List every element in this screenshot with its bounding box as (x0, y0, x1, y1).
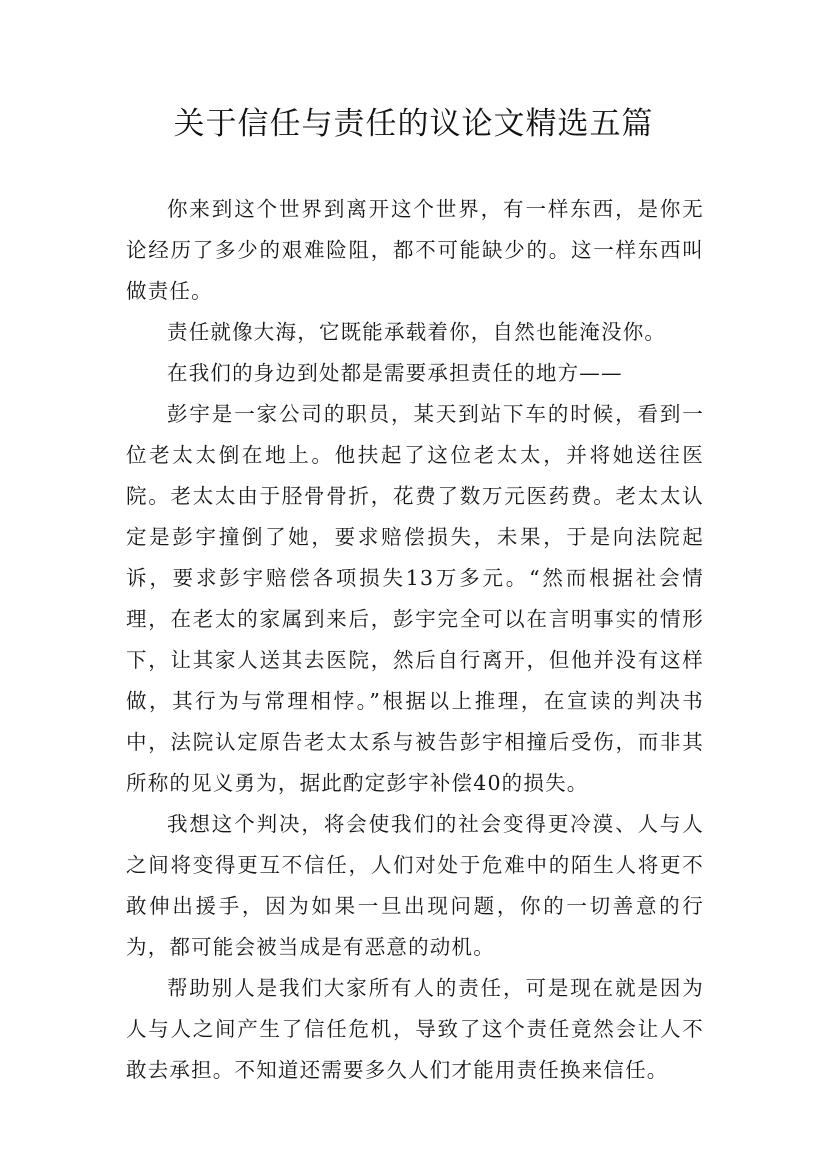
document-body (126, 189, 704, 1091)
document-title: 关于信任与责任的议论文精选五篇 (173, 106, 654, 142)
paragraph-6: 帮助别人是我们大家所有人的责任，可是现在就是因为人与人之间产生了信任危机，导致了这个责任竟然会让人不敢去承担。不知道还需要多久人们才能用责任换来信任。 (126, 976, 704, 1082)
paragraph-2: 责任就像大海，它既能承载着你，自然也能淹没你。 (167, 320, 667, 344)
paragraph-5: 我想这个判决，将会使我们的社会变得更冷漠、人与人之间将变得更互不信任，人们对处于危难中的陌生人将更不敢伸出援手，因为如果一旦出现问题，你的一切善意的行为，都可能会被当成是有恶意的动机。 (126, 812, 704, 959)
paragraph-3: 在我们的身边到处都是需要承担责任的地方—— (167, 361, 623, 385)
paragraph-4: 彭宇是一家公司的职员，某天到站下车的时候，看到一位老太太倒在地上。他扶起了这位老太太，并将她送往医院。老太太由于胫骨骨折，花费了数万元医药费。老太太认定是彭宇撞倒了她，要求赔偿损失，未果，于是向法院起诉，要求彭宇赔偿各项损失13万多元。“然而根据社会情理，在老太的家属到来后，彭宇完全可以在言明事实的情形下，让其家人送其去医院，然后自行离开，但他并没有这样做，其行为与常理相悖。”根据以上推理，在宣读的判决书中，法院认定原告老太太系与被告彭宇相撞后受伤，而非其所称的见义勇为，据此酌定彭宇补偿40的损失。 (126, 402, 704, 795)
paragraph-1: 你来到这个世界到离开这个世界，有一样东西，是你无论经历了多少的艰难险阻，都不可能缺少的。这一样东西叫做责任。 (126, 197, 704, 303)
